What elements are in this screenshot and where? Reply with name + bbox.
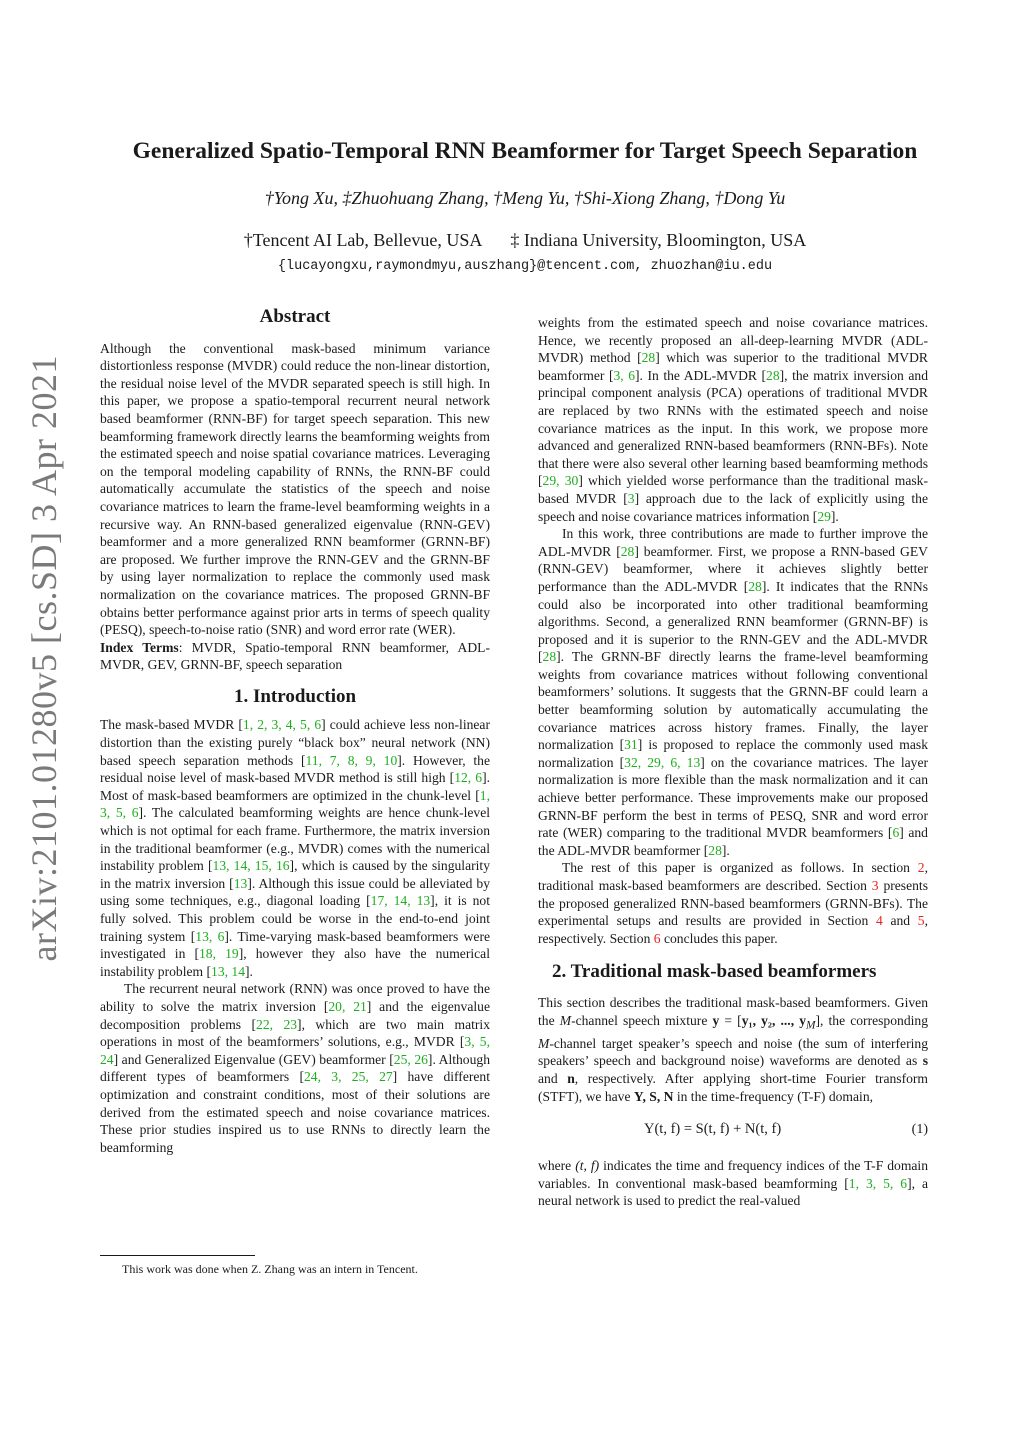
- citation-link[interactable]: 13, 14: [211, 963, 245, 979]
- citation-link[interactable]: 17, 14, 13: [370, 893, 431, 909]
- section-ref-link[interactable]: 2: [917, 860, 925, 876]
- citation-link[interactable]: 22, 23: [256, 1016, 298, 1032]
- intro-paragraph-5: The rest of this paper is organized as follows. In section 2, traditional mask-based beamformers are described. Section 3 presents the proposed generalized RNN-based beamformers (GRNN-BFs). The experimental setups and results are provided in Section 4 and 5, respectively. Section 6 concludes this paper.: [538, 860, 928, 946]
- equation-1: [538, 1121, 928, 1143]
- section-ref-link[interactable]: 6: [653, 930, 661, 946]
- abstract-heading: Abstract: [259, 306, 331, 327]
- section-2-paragraph-2: where (t, f) indicates the time and frequency indices of the T-F domain variables. In conventional mask-based beamforming [1, 3, 5, 6], a neural network is used to predict the real-valued: [538, 1158, 929, 1209]
- affiliation-indiana: ‡ Indiana University, Bloomington, USA: [510, 230, 807, 250]
- section-ref-link[interactable]: 3: [871, 878, 879, 893]
- right-column: [538, 314, 928, 1210]
- intro-paragraph-3: weights from the estimated speech and noise covariance matrices. Hence, we recently proposed an all-deep-learning MVDR (ADL-MVDR) method [28] which was superior to the traditional MVDR beamformer [3, 6]. In the ADL-MVDR [28], the matrix inversion and principal component analysis (PCA) operations of traditional MVDR are replaced by two RNNs with the estimated speech and noise covariance matrices as the input. In this work, we propose more advanced and generalized RNN-based beamformers (RNN-BFs). Note that there were also several other learning based beamforming methods [29, 30] which yielded worse performance than the traditional mask-based MVDR [3] approach due to the lack of explicitly using the speech and noise covariance matrices information [29].: [538, 315, 928, 524]
- citation-link[interactable]: 28: [641, 350, 656, 366]
- citation-link[interactable]: 6: [892, 825, 900, 841]
- citation-link[interactable]: 13, 14, 15, 16: [212, 858, 290, 874]
- index-terms: [100, 639, 490, 674]
- citation-link[interactable]: 29: [817, 508, 831, 524]
- index-terms-list: : MVDR, Spatio-temporal RNN beamformer, ADL-MVDR, GEV, GRNN-BF, speech separation: [100, 639, 490, 673]
- equation-1-number: (1): [911, 1122, 928, 1138]
- citation-link[interactable]: 18, 19: [199, 946, 239, 962]
- equation-1-expression: Y(t, f) = S(t, f) + N(t, f): [644, 1121, 782, 1138]
- footnote-divider: [100, 1255, 255, 1256]
- paper-title: Generalized Spatio-Temporal RNN Beamformer for Target Speech Separation: [132, 138, 918, 164]
- citation-link[interactable]: 1, 3, 5, 6: [100, 787, 490, 821]
- index-terms-label: Index Terms: [100, 639, 179, 655]
- citation-link[interactable]: 28: [620, 543, 635, 559]
- introduction-heading: 1. Introduction: [233, 685, 357, 707]
- citation-link[interactable]: 3, 5, 24: [100, 1034, 490, 1067]
- arxiv-identifier: [4, 268, 84, 1048]
- abstract-body: Although the conventional mask-based minimum variance distortionless response (MVDR) could reduce the non-linear distortion, the residual noise level of the MVDR separated speech is still high. In this paper, we propose a spatio-temporal recurrent neural network based beamformer (RNN-BF) for target speech separation. This new beamforming framework directly learns the beamforming weights from the estimated speech and noise spatial covariance matrices. Leveraging on the temporal modeling capability of RNNs, the RNN-BF could automatically accumulate the statistics of the speech and noise covariance matrices to learn the frame-level beamforming weights in a recursive way. An RNN-based generalized eigenvalue (RNN-GEV) beamformer and a more generalized RNN beamformer (GRNN-BF) are proposed. We further improve the RNN-GEV and the GRNN-BF by using layer normalization to replace the commonly used mask normalization on the covariance matrices. The proposed GRNN-BF obtains better performance against prior arts in terms of speech quality (PESQ), speech-to-noise ratio (SNR) and word error rate (WER).: [100, 340, 490, 638]
- citation-link[interactable]: 28: [708, 842, 722, 858]
- footnote: This work was done when Z. Zhang was an intern in Tencent.: [122, 1262, 418, 1276]
- affiliation-tencent: †Tencent AI Lab, Bellevue, USA: [243, 230, 483, 250]
- citation-link[interactable]: 12, 6: [454, 770, 483, 786]
- citation-link[interactable]: 20, 21: [328, 998, 367, 1014]
- citation-link[interactable]: 31: [624, 737, 638, 753]
- citation-link[interactable]: 25, 26: [393, 1051, 428, 1067]
- author-list: †Yong Xu, ‡Zhuohuang Zhang, †Meng Yu, †Shi-Xiong Zhang, †Dong Yu: [264, 188, 786, 208]
- affiliations: [60, 230, 990, 251]
- section-2-heading: 2. Traditional mask-based beamformers: [552, 961, 877, 983]
- citation-link[interactable]: 28: [748, 578, 762, 594]
- citation-link[interactable]: 28: [542, 649, 557, 665]
- citation-link[interactable]: 32, 29, 6, 13: [624, 754, 701, 770]
- intro-paragraph-2: The recurrent neural network (RNN) was once proved to have the ability to solve the matrix inversion [20, 21] and the eigenvalue decomposition problems [22, 23], which are two main matrix operations in most of the beamformers’ solutions, e.g., MVDR [3, 5, 24] and Generalized Eigenvalue (GEV) beamformer [25, 26]. Although different types of beamformers [24, 3, 25, 27] have different optimization and constraint conditions, most of their solutions are derived from the estimated speech and noise covariance matrices. These prior studies inspired us to use RNNs to directly learn the beamforming: [100, 981, 491, 1155]
- intro-paragraph-4: In this work, three contributions are made to further improve the ADL-MVDR [28] beamformer. First, we propose a RNN-based GEV (RNN-GEV) beamformer, where it achieves slightly better performance than the ADL-MVDR [28]. It indicates that the RNNs could also be incorporated into other traditional beamforming algorithms. Second, a generalized RNN beamformer (GRNN-BF) is proposed and it is superior to the RNN-GEV and the ADL-MVDR [28]. The GRNN-BF directly learns the frame-level beamforming weights from covariance matrices without following conventional beamformers’ solutions. It suggests that the GRNN-BF could learn a better beamforming solution by automatically accumulating the covariance matrices across history frames. Finally, the layer normalization [31] is proposed to replace the commonly used mask normalization [32, 29, 6, 13] on the covariance matrices. The layer normalization is more flexible than the mask normalization and it can achieve better performance. These improvements make our proposed GRNN-BF perform the best in terms of PESQ, SNR and word error rate (WER) comparing to the traditional MVDR beamformers [6] and the ADL-MVDR beamformer [28].: [538, 526, 929, 858]
- citation-link[interactable]: 29, 30: [542, 473, 579, 489]
- section-ref-link[interactable]: 4: [875, 913, 883, 929]
- citation-link[interactable]: 24, 3, 25, 27: [304, 1069, 393, 1085]
- section-2-paragraph-1: This section describes the traditional mask-based beamformers. Given the M-channel speech mixture y = [y₁, y₂, ..., $y_M$], the corresponding M-channel target speaker’s speech and noise (the sum of interfering speakers’ speech and background noise) waveforms are denoted as s and n, respectively. After applying short-time Fourier transform (STFT), we have Y, S, N in the time-frequency (T-F) domain,: [538, 994, 928, 1104]
- arxiv-identifier-text: arXiv:2101.01280v5 [cs.SD] 3 Apr 2021: [24, 354, 64, 962]
- citation-link[interactable]: 1, 3, 5, 6: [848, 1175, 908, 1191]
- section-ref-link[interactable]: 5: [917, 913, 925, 929]
- citation-link[interactable]: 1, 2, 3, 4, 5, 6: [242, 717, 322, 733]
- citation-link[interactable]: 3, 6: [613, 367, 636, 383]
- citation-link[interactable]: 3: [627, 490, 635, 506]
- left-column: [100, 308, 490, 1156]
- citation-link[interactable]: 13, 6: [195, 928, 225, 944]
- author-emails: {lucayongxu,raymondmyu,auszhang}@tencent.com, zhuozhan@iu.edu: [277, 259, 773, 274]
- intro-paragraph-1: The mask-based MVDR [1, 2, 3, 4, 5, 6] could achieve less non-linear distortion than the existing purely “black box” neural network (NN) based speech separation methods [11, 7, 8, 9, 10]. However, the residual noise level of mask-based MVDR method is still high [12, 6]. Most of mask-based beamformers are optimized in the chunk-level [1, 3, 5, 6]. The calculated beamforming weights are hence chunk-level which is not optimal for each frame. Furthermore, the matrix inversion in the traditional beamformer (e.g., MVDR) comes with the numerical instability problem [13, 14, 15, 16], which is caused by the singularity in the matrix inversion [13]. Although this issue could be alleviated by using some techniques, e.g., diagonal loading [17, 14, 13], it is not fully solved. This problem could be worse in the end-to-end joint training system [13, 6]. Time-varying mask-based beamformers were investigated in [18, 19], however they also have the numerical instability problem [13, 14].: [100, 717, 491, 979]
- citation-link[interactable]: 28: [766, 367, 780, 383]
- citation-link[interactable]: 13: [233, 875, 248, 891]
- citation-link[interactable]: 11, 7, 8, 9, 10: [305, 752, 398, 768]
